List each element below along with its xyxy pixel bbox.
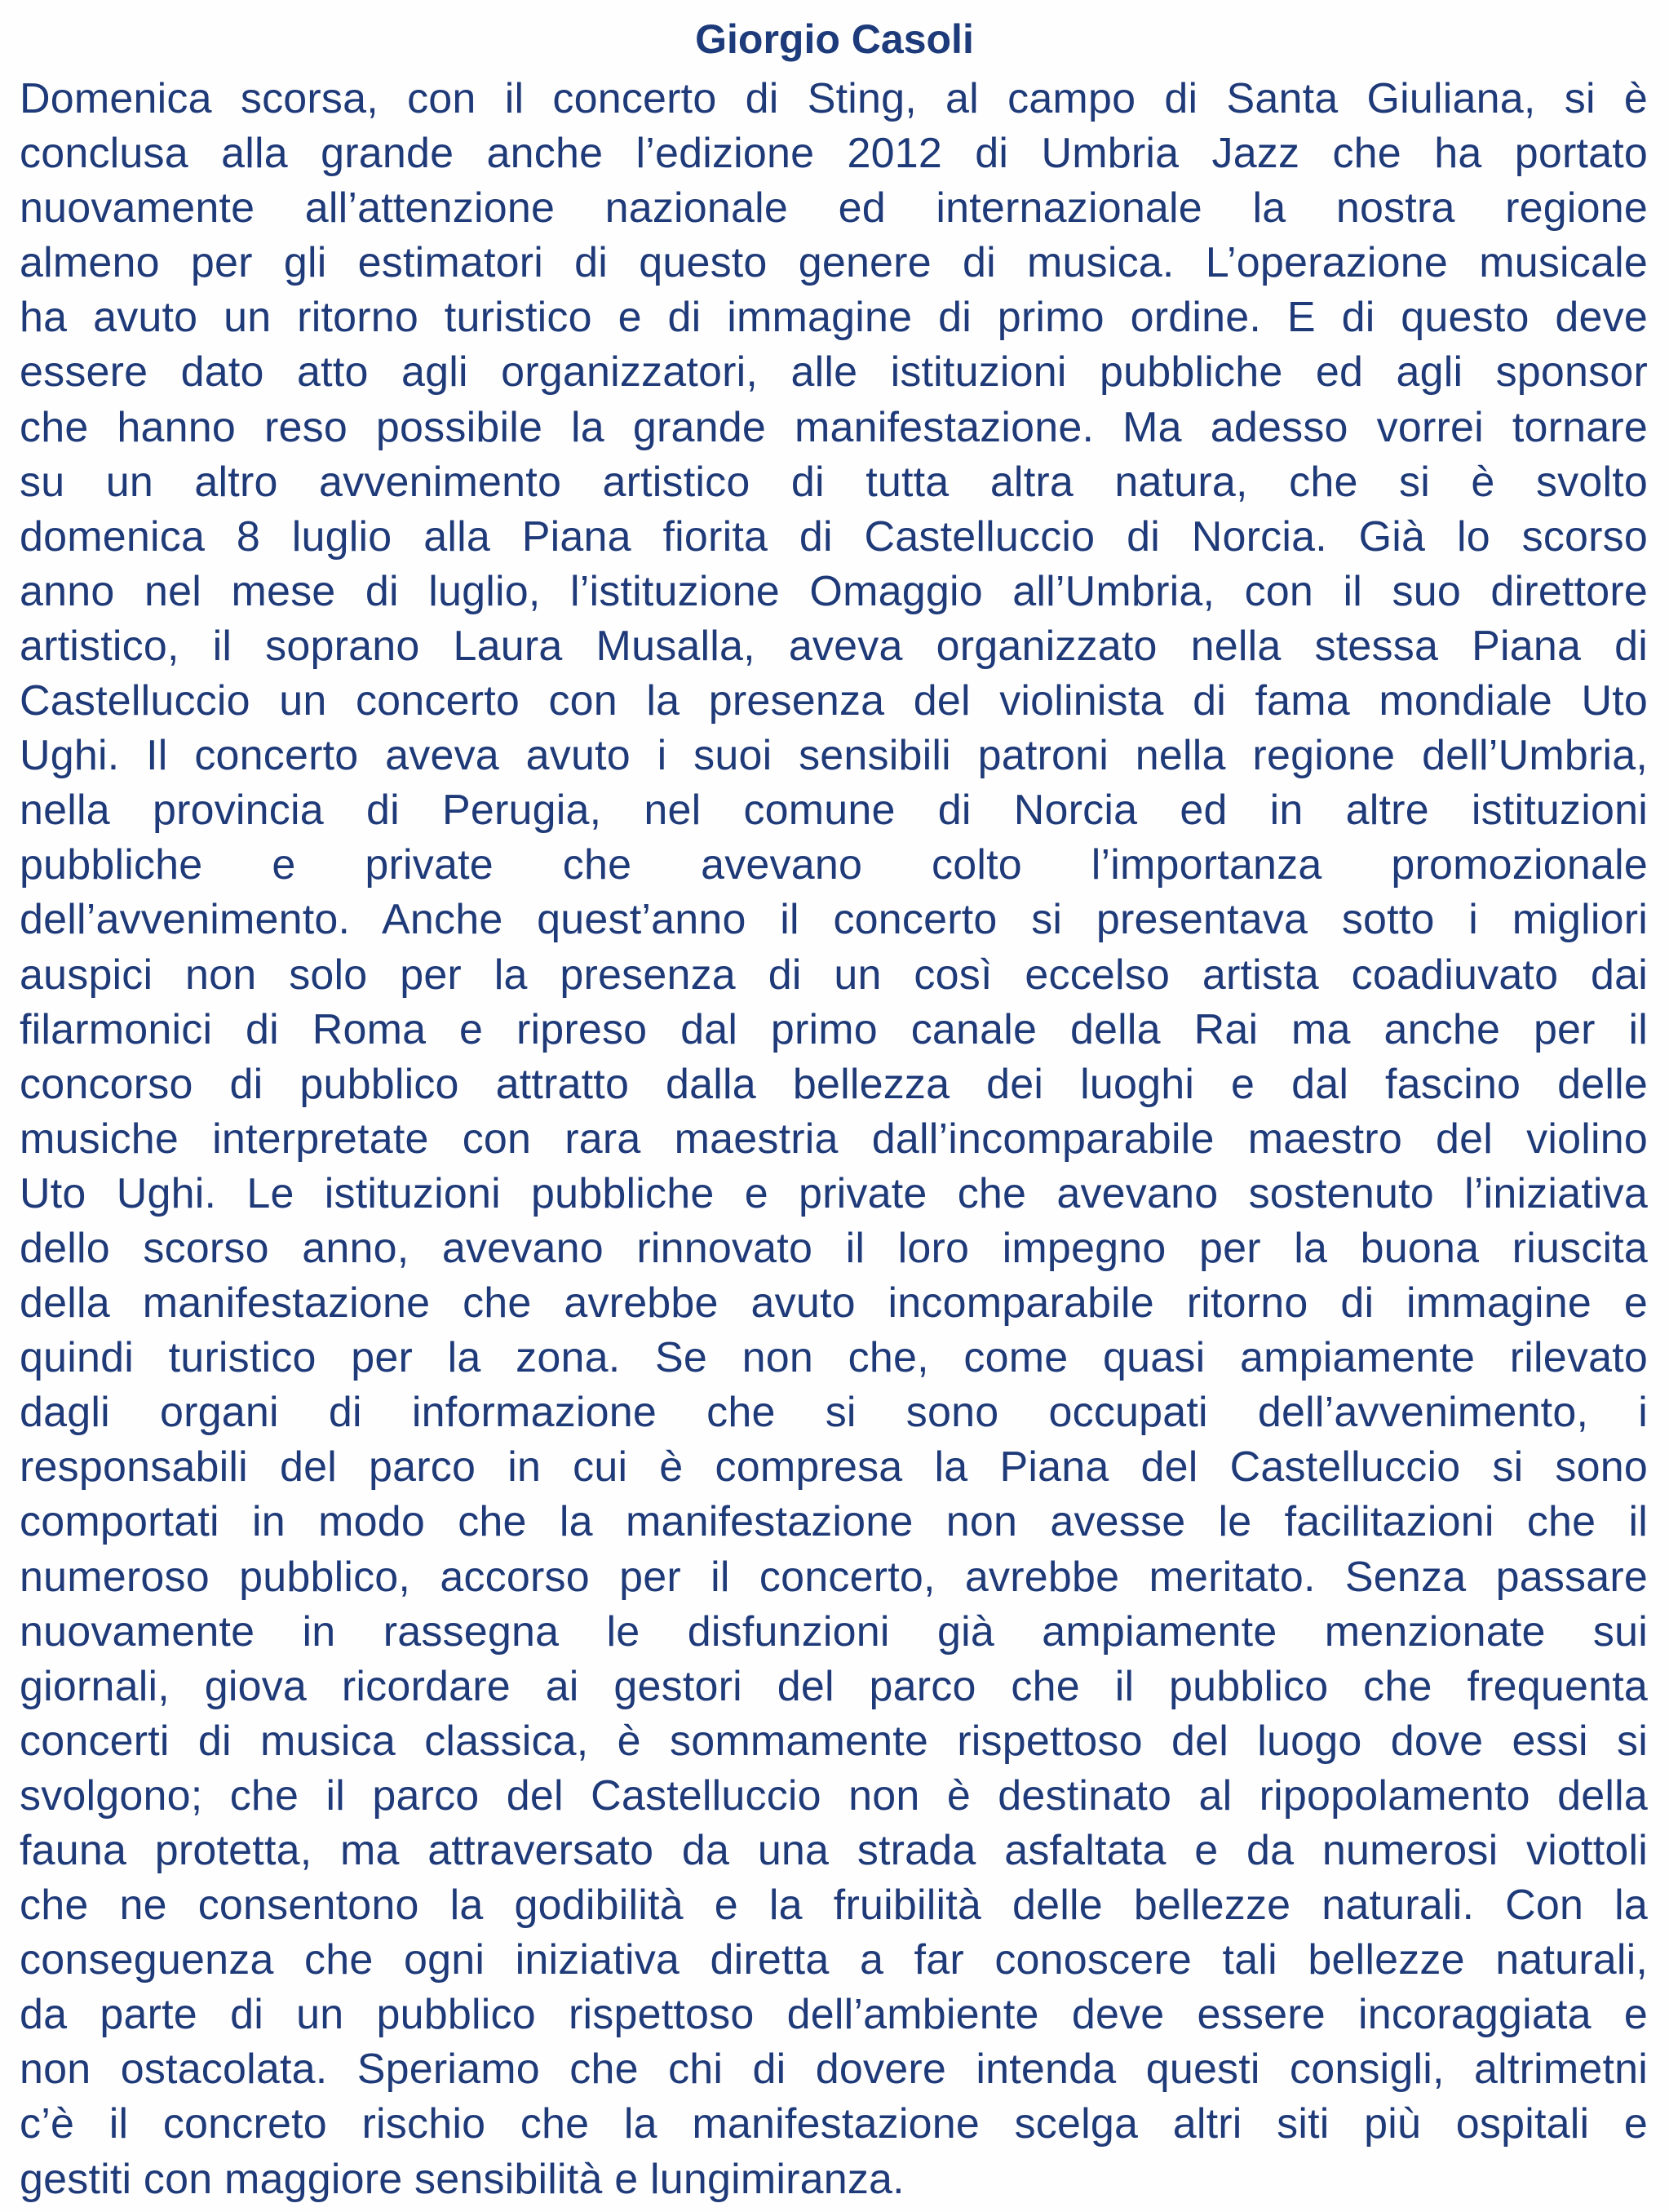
- text-line: su un altro avvenimento artistico di tutta altra natura, che si è svolto: [20, 458, 1648, 506]
- text-line: numeroso pubblico, accorso per il concerto, avrebbe meritato. Senza passare: [20, 1553, 1648, 1601]
- text-line: dello scorso anno, avevano rinnovato il loro impegno per la buona riuscita: [20, 1224, 1648, 1272]
- text-line: concerti di musica classica, è sommamente rispettoso del luogo dove essi si: [20, 1717, 1648, 1765]
- text-line: responsabili del parco in cui è compresa la Piana del Castelluccio si sono: [20, 1443, 1648, 1492]
- text-line: conseguenza che ogni iniziativa diretta a far conoscere tali bellezze naturali,: [20, 1936, 1648, 1984]
- text-line: Ughi. Il concerto aveva avuto i suoi sensibili patroni nella regione dell’Umbria,: [20, 732, 1648, 780]
- text-line: domenica 8 luglio alla Piana fiorita di Castelluccio di Norcia. Già lo scorso: [20, 512, 1648, 561]
- text-line: Domenica scorsa, con il concerto di Sting, al campo di Santa Giuliana, si è: [20, 75, 1648, 122]
- text-line: giornali, giova ricordare ai gestori del parco che il pubblico che frequenta: [20, 1662, 1648, 1710]
- text-line: concorso di pubblico attratto dalla bellezza dei luoghi e dal fascino delle: [20, 1060, 1648, 1108]
- text-line: nella provincia di Perugia, nel comune di Norcia ed in altre istituzioni: [20, 787, 1648, 835]
- text-line: svolgono; che il parco del Castelluccio non è destinato al ripopolamento della: [20, 1771, 1648, 1820]
- text-line: non ostacolata. Speriamo che chi di dovere intenda questi consigli, altrimetni: [20, 2046, 1648, 2094]
- text-line: Castelluccio un concerto con la presenza del violinista di fama mondiale Uto: [20, 677, 1648, 725]
- text-line: che ne consentono la godibilità e la fruibilità delle bellezze naturali. Con la: [20, 1882, 1648, 1930]
- text-line: fauna protetta, ma attraversato da una strada asfaltata e da numerosi viottoli: [20, 1827, 1648, 1874]
- article-body: [20, 72, 1648, 2207]
- text-line: dell’avvenimento. Anche quest’anno il concerto si presentava sotto i migliori: [20, 896, 1648, 944]
- text-line: comportati in modo che la manifestazione non avesse le facilitazioni che il: [20, 1498, 1648, 1546]
- text-line: Uto Ughi. Le istituzioni pubbliche e private che avevano sostenuto l’iniziativa: [20, 1169, 1648, 1217]
- text-line: pubbliche e private che avevano colto l’importanza promozionale: [20, 841, 1648, 889]
- text-line: conclusa alla grande anche l’edizione 2012 di Umbria Jazz che ha portato: [20, 130, 1648, 178]
- text-line: da parte di un pubblico rispettoso dell’ambiente deve essere incoraggiata e: [20, 1991, 1648, 2039]
- text-line: musiche interpretate con rara maestria dall’incomparabile maestro del violino: [20, 1115, 1648, 1163]
- text-line: che hanno reso possibile la grande manifestazione. Ma adesso vorrei tornare: [20, 403, 1648, 451]
- text-line: almeno per gli estimatori di questo genere di musica. L’operazione musicale: [20, 239, 1648, 287]
- text-line: quindi turistico per la zona. Se non che, come quasi ampiamente rilevato: [20, 1334, 1648, 1382]
- text-line: essere dato atto agli organizzatori, alle istituzioni pubbliche ed agli sponsor: [20, 348, 1648, 397]
- text-line: filarmonici di Roma e ripreso dal primo canale della Rai ma anche per il: [20, 1005, 1648, 1053]
- author-title: Giorgio Casoli: [695, 16, 974, 62]
- text-line: anno nel mese di luglio, l’istituzione Omaggio all’Umbria, con il suo direttore: [20, 567, 1648, 615]
- text-line: c’è il concreto rischio che la manifestazione scelga altri siti più ospitali e: [20, 2100, 1648, 2148]
- text-line: dagli organi di informazione che si sono occupati dell’avvenimento, i: [20, 1389, 1648, 1437]
- text-line: ha avuto un ritorno turistico e di immagine di primo ordine. E di questo deve: [20, 294, 1648, 342]
- text-line: auspici non solo per la presenza di un così eccelso artista coadiuvato dai: [20, 951, 1648, 999]
- text-line: artistico, il soprano Laura Musalla, aveva organizzato nella stessa Piana di: [20, 622, 1648, 670]
- text-line: nuovamente in rassegna le disfunzioni già ampiamente menzionate sui: [20, 1607, 1648, 1656]
- text-line: nuovamente all’attenzione nazionale ed internazionale la nostra regione: [20, 184, 1648, 233]
- text-line: gestiti con maggiore sensibilità e lungimiranza.: [20, 2155, 905, 2203]
- text-line: della manifestazione che avrebbe avuto incomparabile ritorno di immagine e: [20, 1279, 1648, 1328]
